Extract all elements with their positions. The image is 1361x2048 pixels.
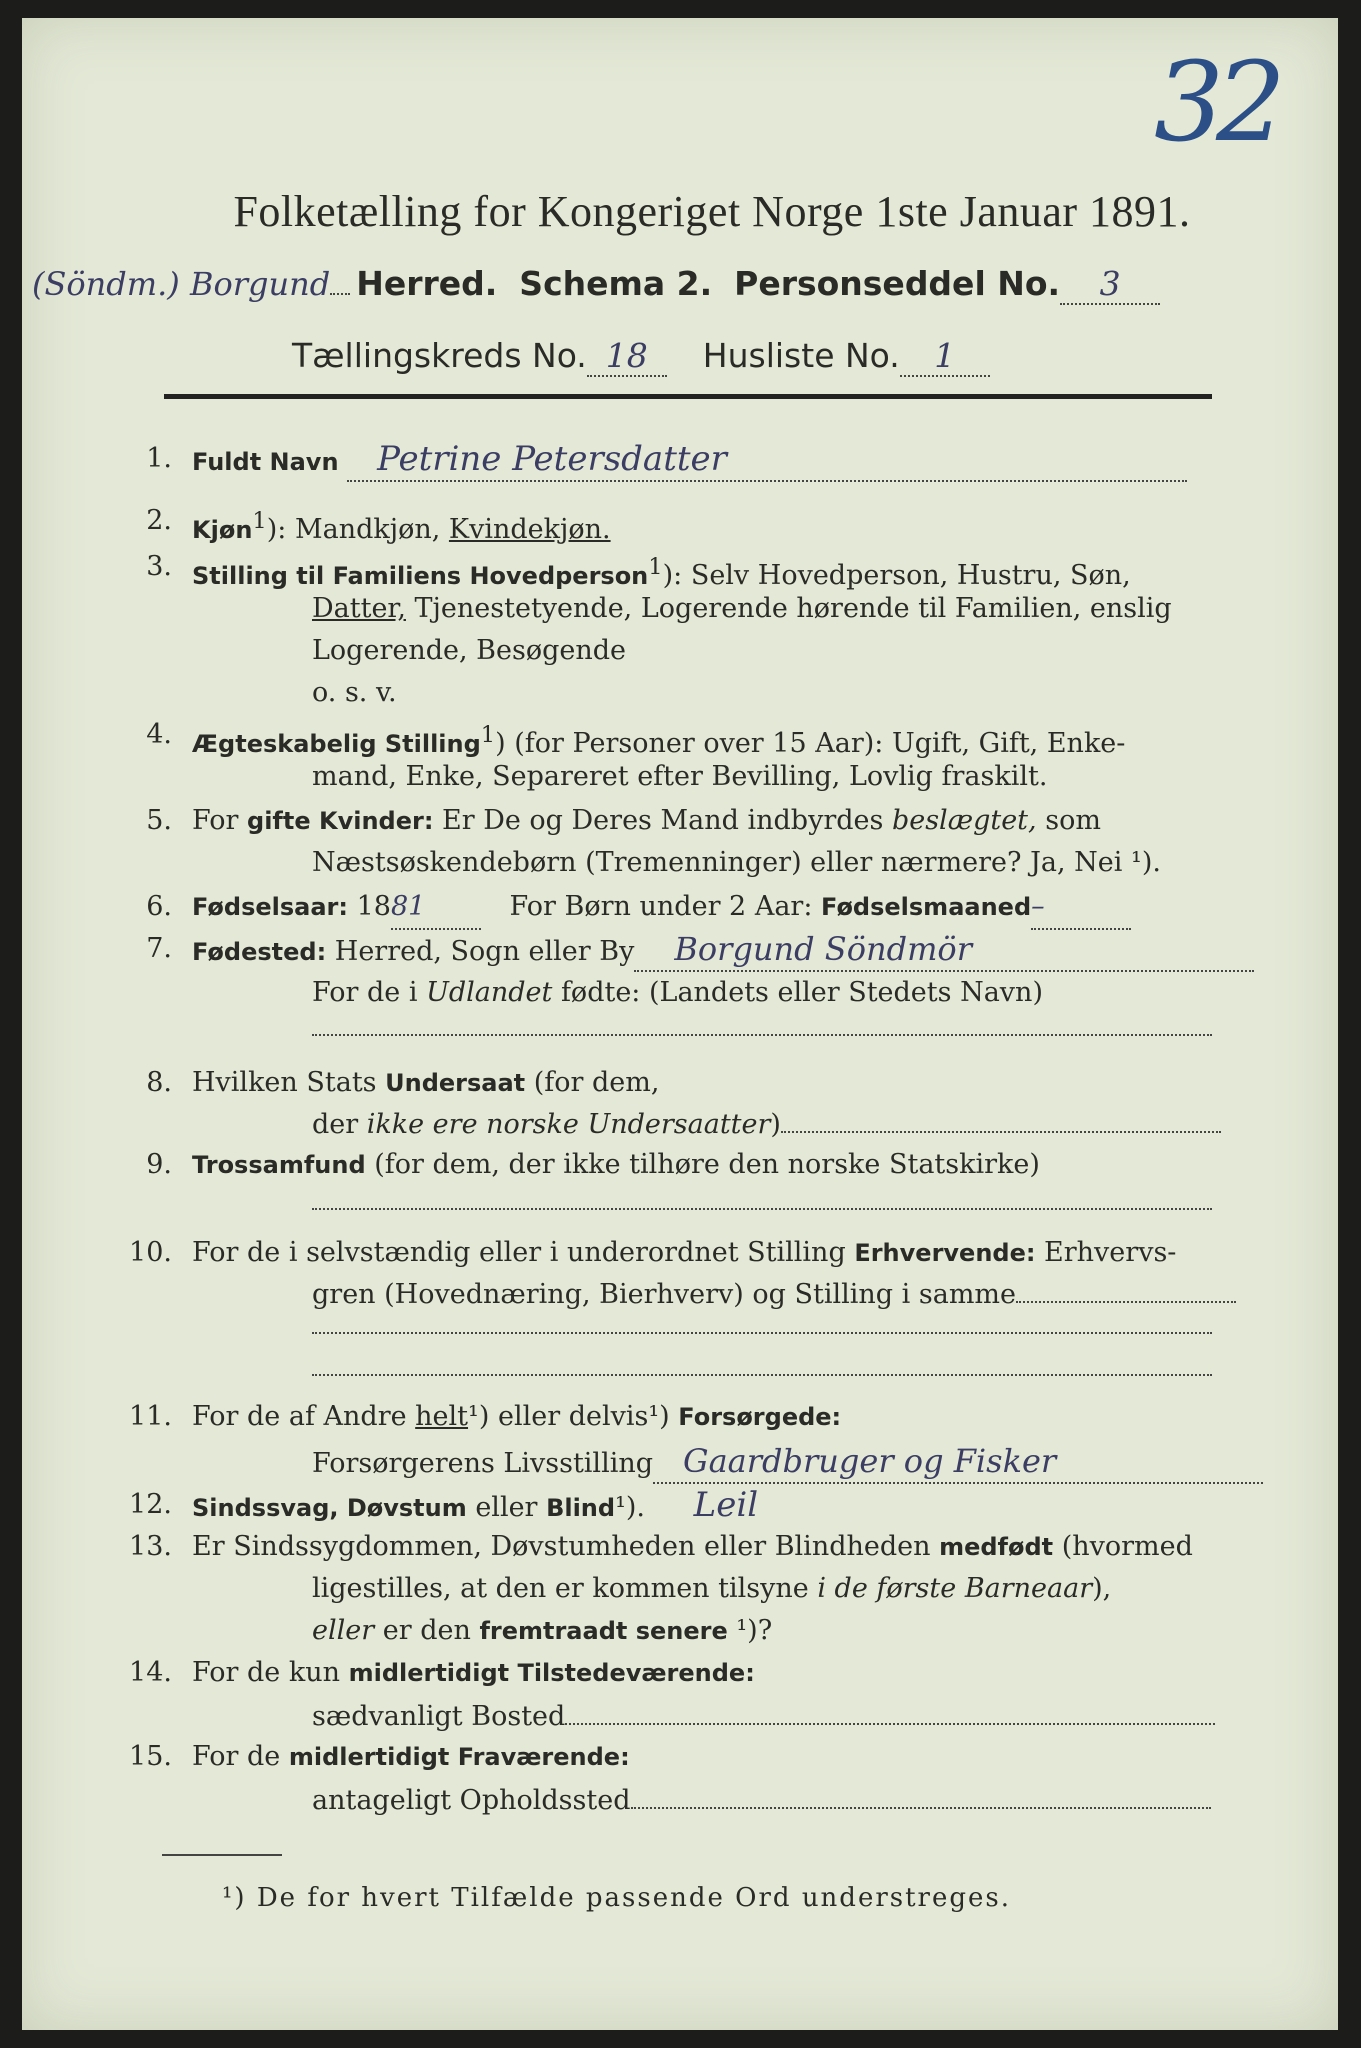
header-rule — [164, 394, 1212, 399]
herred-label: Herred. — [356, 264, 498, 303]
relation-selected: Datter, — [312, 593, 406, 624]
disability-answer: Leil — [693, 1485, 759, 1525]
blank-line — [312, 1332, 1212, 1334]
blank-line — [312, 1374, 1212, 1376]
gender-selected: Kvindekjøn. — [448, 514, 611, 545]
husliste-number: 1 — [900, 336, 990, 377]
birth-month-answer: – — [1031, 886, 1131, 930]
census-form: 32 Folketælling for Kongeriget Norge 1ste Januar 1891. (Söndm.) Borgund Herred. Schema 2. Personseddel No. 3 Tællingskreds No. 18 Husliste No. 1 1. Fuldt Navn Petrine Petersdatter 2. Kjøn$^1$): Mandkjøn, Kvindekjøn. 3. Stilling til Familiens Hovedperson$^1$): Selv Hovedperson, Hustru, Søn, Datter, Tjenestetyende, Logerende hørende til Familien, enslig Logerende, Besøgende o. s. v. 4. Ægteskabelig Stilling$^1$) (for Personer over 15 Aar): Ugift, Gift, Enke- mand, Enke, Separeret efter Bevilling, Lovlig fraskilt. 5. For gifte Kvinder: Er De og Deres Mand indbyrdes beslægtet, som Næstsøskendebørn (Tremenninger) eller nærmere? Ja, Nei ¹). 6. Fødselsaar: 1881 For Børn under 2 Aar: Fødselsmaaned– 7. Fødested: Herred, Sogn eller By Borgund Söndmör For de i Udlandet fødte: (Landets eller Stedets Navn) 8. Hvilken Stats Undersaat (for dem, der ikke ere norske Undersaatter) 9. Trossamfund (for dem, der ikke tilhøre den norske Statskirke) 10. For de i selvstændig eller i underordnet Stilling Erhvervende: Erhvervs- gren (Hovednæring, Bierhverv) og Stilling i samme 11. For de af Andre helt¹) eller delvis¹) Forsørgede: Forsørgerens Livsstilling Gaardbruger og Fisker 12. Sindssvag, Døvstum eller Blind¹). Leil 13. Er Sindssygdommen, Døvstumheden eller Blindheden medfødt (hvormed ligestilles, at den er kommen tilsyne i de første Barneaar), eller er den fremtraadt senere ¹)? 14. For de kun midlertidigt Tilstedeværende: sædvanligt Bosted 15. For de midlertidigt Fraværende: antageligt Opholdssted ¹) De for hvert Tilfælde passende Ord understreges. — [22, 18, 1338, 2030]
kreds-label: Tællingskreds No. — [292, 336, 587, 375]
header-line-herred — [32, 264, 1272, 305]
herred-handwritten: (Söndm.) Borgund — [32, 265, 331, 303]
personseddel-label: Personseddel No. — [734, 264, 1061, 303]
footnote-rule — [162, 1854, 282, 1856]
kreds-number: 18 — [587, 336, 667, 377]
blank-line — [312, 1034, 1212, 1036]
header-line-kreds — [292, 336, 1192, 377]
blank-line — [312, 1208, 1212, 1210]
birth-year-answer: 81 — [391, 886, 481, 930]
birthplace-answer: Borgund Söndmör — [634, 928, 1254, 972]
schema-label: Schema 2. — [519, 264, 713, 303]
husliste-label: Husliste No. — [702, 336, 900, 375]
page-number: 32 — [1154, 38, 1278, 166]
form-title: Folketælling for Kongeriget Norge 1ste Januar 1891. — [233, 187, 1191, 236]
full-name-answer: Petrine Petersdatter — [347, 438, 1187, 482]
footnote: ¹) De for hvert Tilfælde passende Ord understreges. — [222, 1883, 1012, 1913]
personseddel-number: 3 — [1060, 264, 1160, 305]
provider-occupation-answer: Gaardbruger og Fisker — [653, 1440, 1263, 1484]
